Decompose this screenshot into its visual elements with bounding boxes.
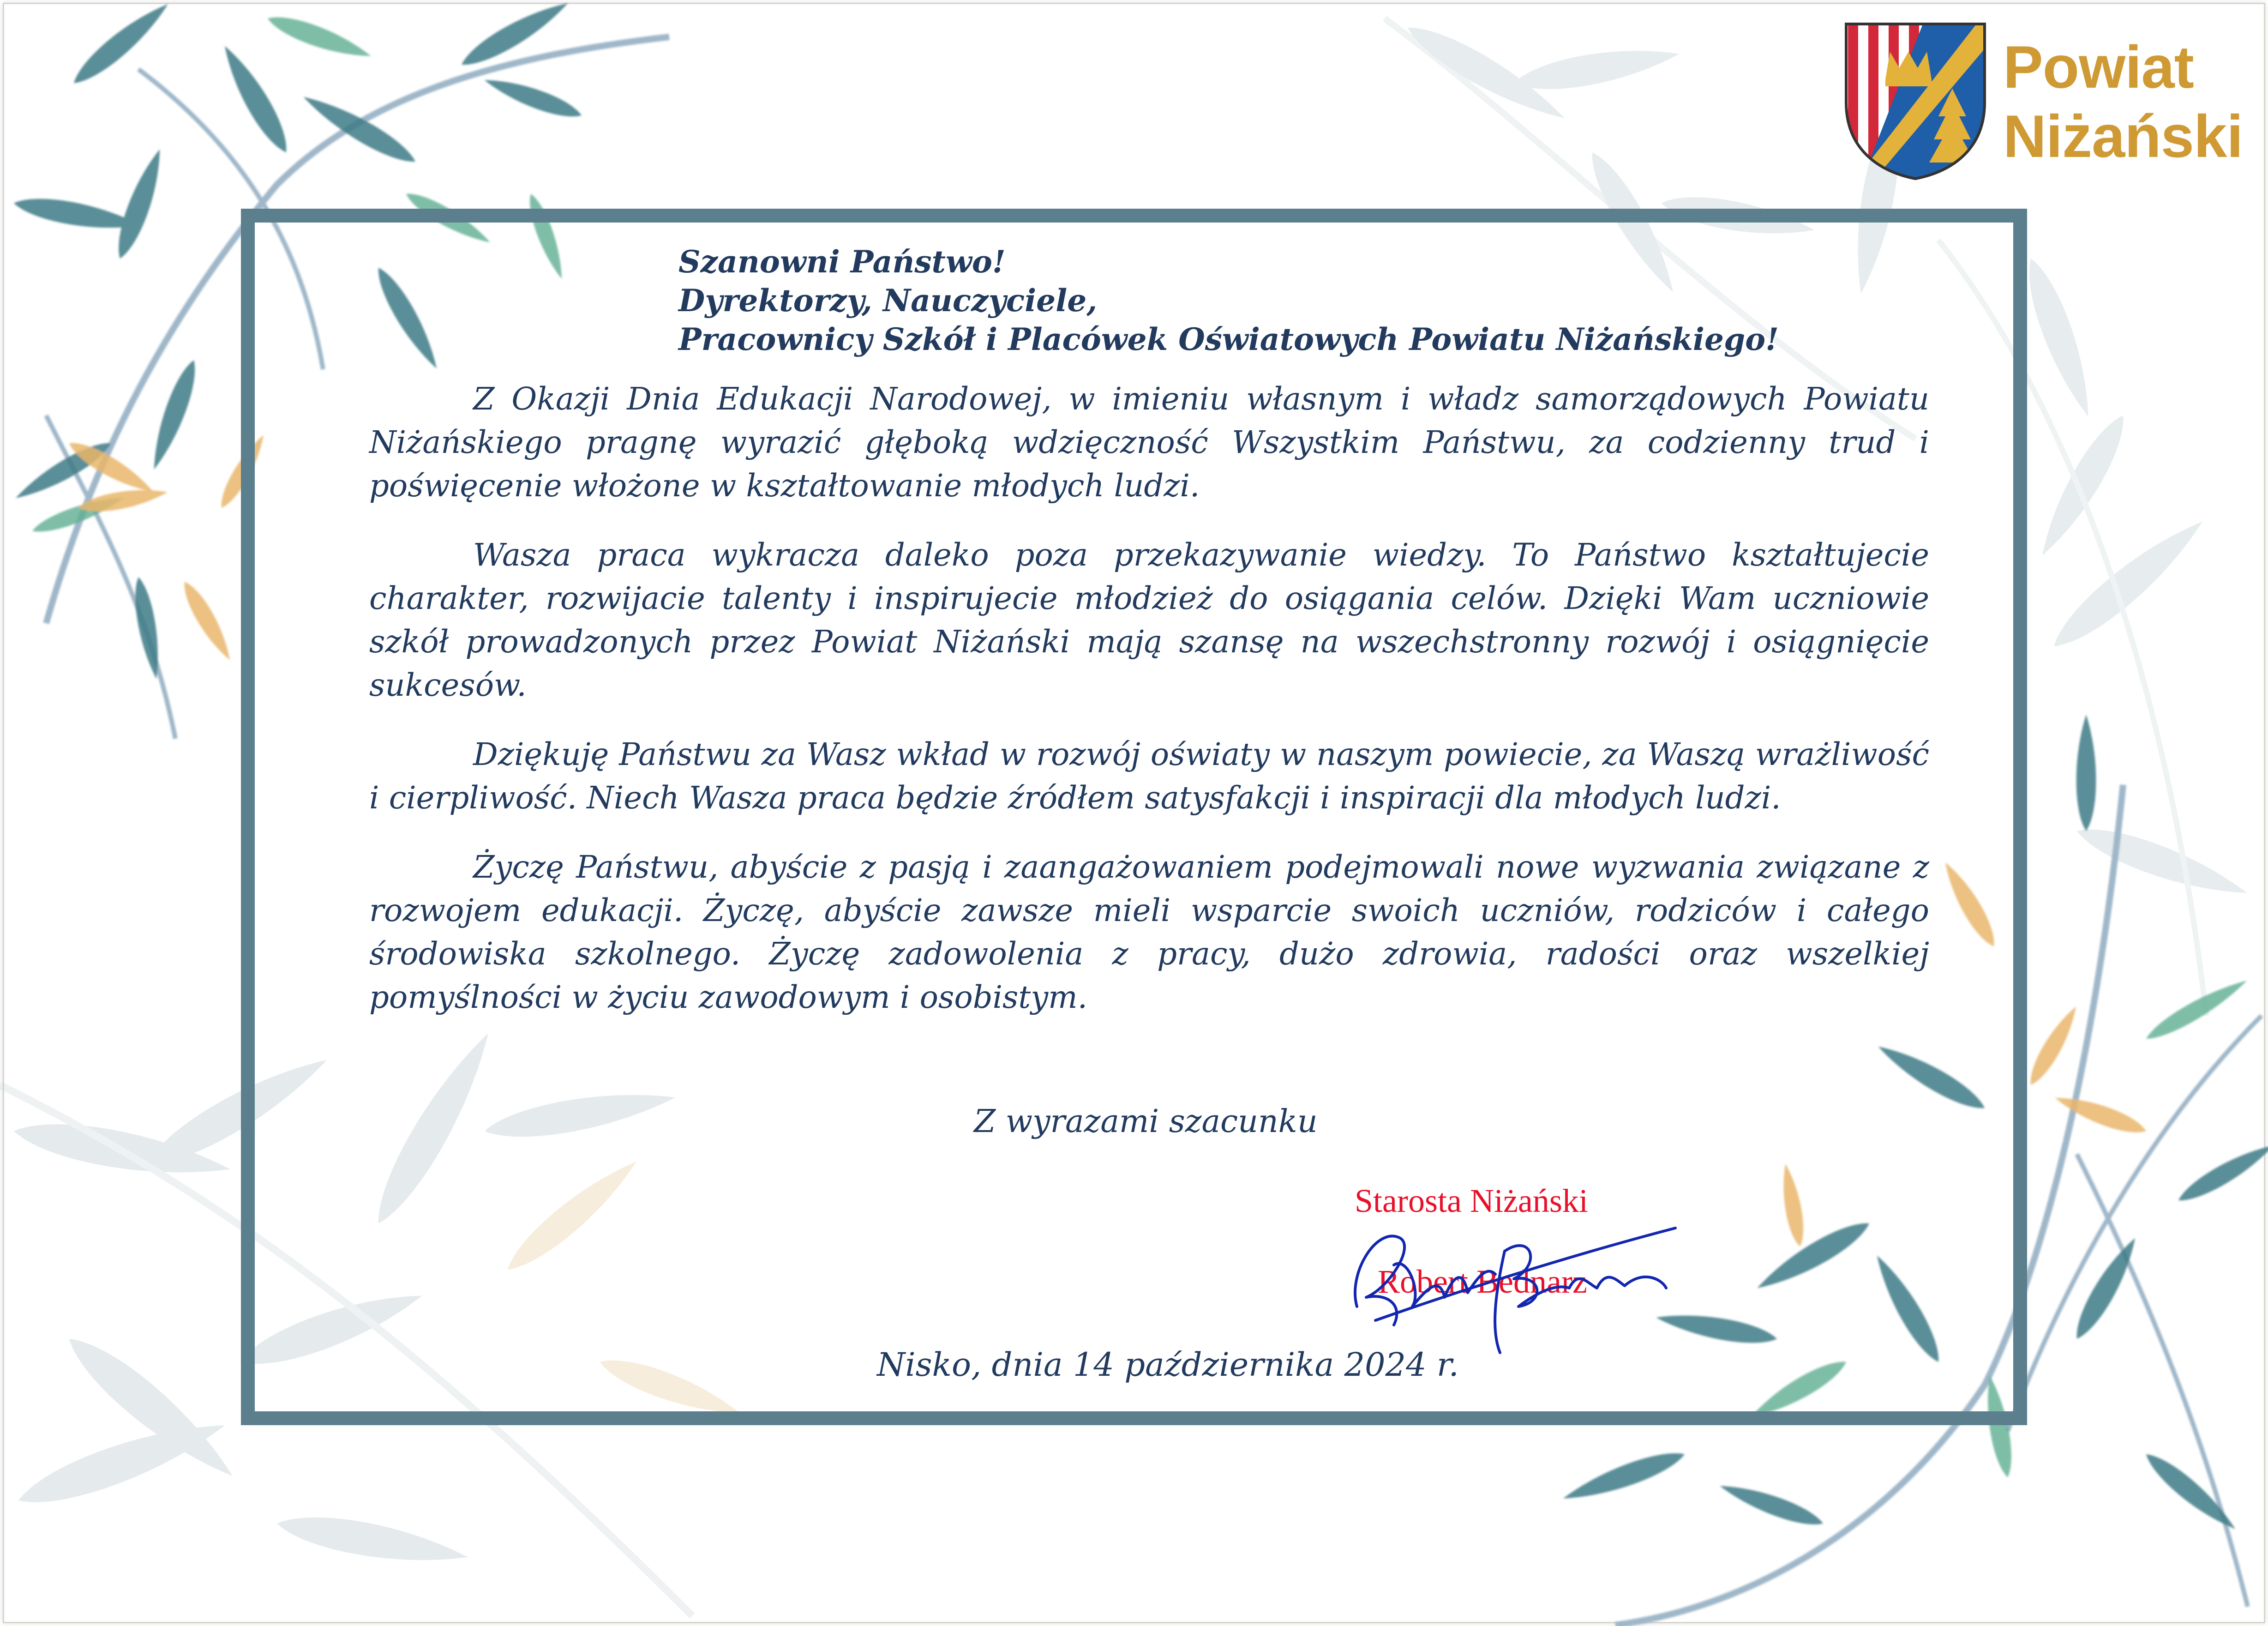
date-line: Nisko, dnia 14 października 2024 r.: [877, 1346, 1459, 1384]
paragraph-1: Z Okazji Dnia Edukacji Narodowej, w imieniu własnym i władz samorządowych Powiatu Niżańskiego pragnę wyrazić głęboką wdzięczność Wszystkim Państwu, za codzienny trud i poświęcenie włożone w kształtowanie młodych ludzi.: [369, 381, 1929, 504]
greeting-line-1: Szanowni Państwo!: [678, 244, 1006, 280]
logo-line-2: Niżański: [2003, 102, 2243, 170]
signatory-title: Starosta Niżański: [1355, 1182, 1588, 1219]
greeting-line-2: Dyrektorzy, Nauczyciele,: [678, 283, 1098, 319]
signatory-name: Robert Bednarz: [1378, 1263, 1587, 1300]
paragraph-3: Dziękuję Państwu za Wasz wkład w rozwój oświaty w naszym powiecie, za Waszą wrażliwość i cierpliwość. Niech Wasza praca będzie źródłem satysfakcji i inspiracji dla młodych ludzi.: [369, 736, 1929, 816]
paragraph-2: Wasza praca wykracza daleko poza przekazywanie wiedzy. To Państwo kształtujecie charakter, rozwijacie talenty i inspirujecie młodzież do osiągania celów. Dzięki Wam uczniowie szkół prowadzonych przez Powiat Niżański mają szansę na wszechstronny rozwój i osiągnięcie sukcesów.: [369, 537, 1929, 703]
letter-body: [369, 242, 1929, 1019]
greeting-line-3: Pracownicy Szkół i Placówek Oświatowych Powiatu Niżańskiego!: [678, 321, 1779, 357]
paragraph-4: Życzę Państwu, abyście z pasją i zaangażowaniem podejmowali nowe wyzwania związane z rozwojem edukacji. Życzę, abyście zawsze mieli wsparcie swoich uczniów, rodziców i całego środowiska szkolnego. Życzę zadowolenia z pracy, dużo zdrowia, radości oraz wszelkiej pomyślności w życiu zawodowym i osobistym.: [369, 849, 1929, 1015]
handwritten-signature: [1338, 1200, 1689, 1367]
closing: Z wyrazami szacunku: [974, 1103, 1318, 1140]
logo-text: [2003, 32, 2243, 171]
logo-line-1: Powiat: [2003, 33, 2194, 101]
